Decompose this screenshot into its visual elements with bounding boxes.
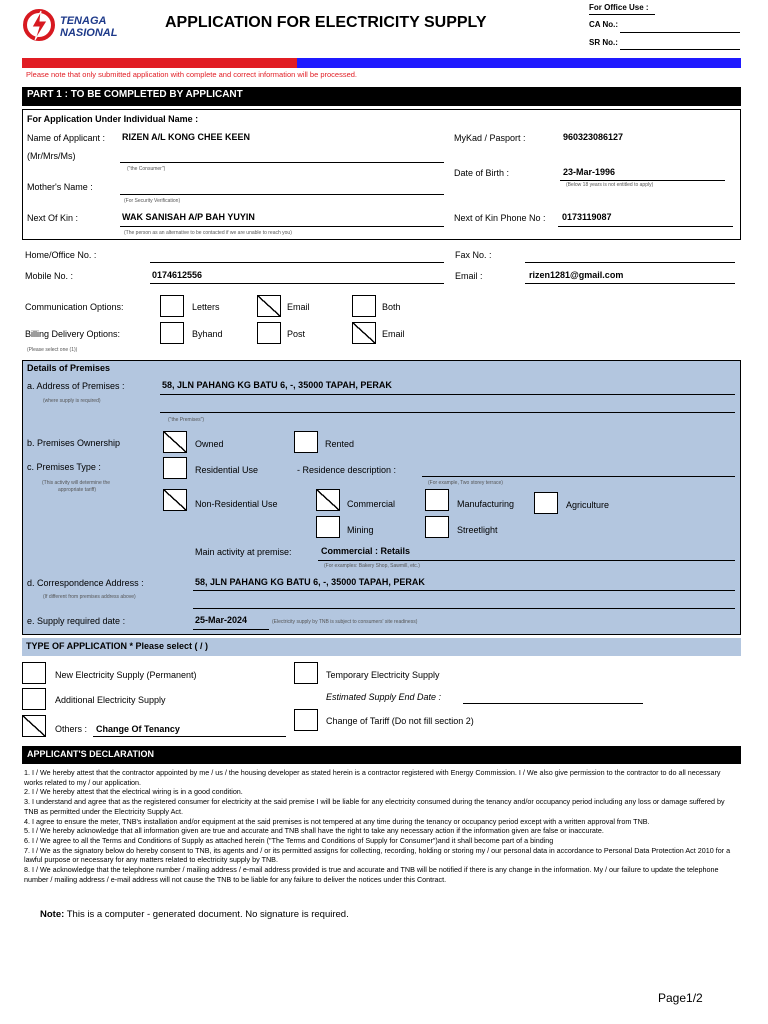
mother-label: Mother's Name : [27,182,93,192]
owned-label: Owned [195,439,224,449]
select-one-note: (Please select one (1)) [27,347,78,353]
billing-post-checkbox[interactable] [257,322,281,344]
premises-type-label: c. Premises Type : [27,462,101,472]
declaration-heading: APPLICANT'S DECLARATION [22,746,741,764]
billing-email-checkbox[interactable] [352,322,376,344]
premises-address-value: 58, JLN PAHANG KG BATU 6, -, 35000 TAPAH, PERAK [162,380,392,390]
consumer-note: ("the Consumer") [127,166,166,172]
red-stripe [22,58,297,68]
mykad-value: 960323086127 [563,132,624,142]
mobile-label: Mobile No. : [25,271,74,281]
computer-generated-note [40,909,349,920]
tariff-checkbox[interactable] [294,709,318,731]
rented-label: Rented [325,439,355,449]
correspondence-value: 58, JLN PAHANG KG BATU 6, -, 35000 TAPAH, PERAK [195,577,425,587]
name-label: Name of Applicant : [27,133,106,143]
ca-no-field[interactable] [620,32,740,33]
comm-options-label: Communication Options: [25,302,124,312]
tnb-logo [22,8,137,42]
notice-text: Please note that only submitted application with complete and correct information will be processed. [26,70,358,79]
temp-supply-label: Temporary Electricity Supply [326,670,440,680]
additional-supply-checkbox[interactable] [22,688,46,710]
declaration-item-1: 1. I / We hereby attest that the contractor appointed by me / us / the housing developer as stated herein is a contractor registered with Energy Commission. I / We also give permission to the contractor to do all necessary works related to my / our application. [24,768,721,787]
correspondence-note: (If different from premises address above) [43,594,136,600]
new-supply-label: New Electricity Supply (Permanent) [55,670,197,680]
declaration-item-6: 6. I / We agree to all the Terms and Conditions of Supply as attached herein ("The Terms and Conditions of Supply for Consumer")and it shall become part of a binding [24,835,554,845]
premises-type-note2: appropriate tariff) [58,487,96,493]
manufacturing-label: Manufacturing [457,499,515,509]
individual-heading: For Application Under Individual Name : [27,114,199,124]
mobile-field-line [150,283,444,284]
premises-address-line1 [160,394,735,395]
premises-note: ("the Premises") [168,417,205,423]
dob-note: (Below 18 years is not entitled to apply) [566,182,654,188]
residence-desc-line[interactable] [422,476,735,477]
dob-label: Date of Birth : [454,168,510,178]
residential-checkbox[interactable] [163,457,187,479]
declaration-item-7: 7. I / We as the signatory below do hereby consent to TNB, its agents and / or its permitted assigns for collecting, recording, holding or storing my / our personal data in accordance to Personal Data Protection Act 2010 for a lawful purpose or necessary for any matters related to electricity supply by TNB. [24,845,731,865]
manufacturing-checkbox[interactable] [425,489,449,511]
fax-label: Fax No. : [455,250,492,260]
home-label: Home/Office No. : [25,250,97,260]
declaration-item-3: 3. I understand and agree that as the registered consumer for electricity at the said premise I will be liable for any electricity consumed during the tenancy and/or occupancy period including any loss or damage suffered by TNB as permitted under the Electricity Supply Act. [24,797,725,816]
declaration-item-5: 5. I / We hereby acknowledge that all information given are true and accurate and TNB shall have the right to take any necessary action if the information given are false or inaccurate. [24,826,604,836]
mobile-value: 0174612556 [152,270,203,280]
residence-desc-label: - Residence description : [297,465,397,475]
dob-value: 23-Mar-1996 [563,167,616,177]
email-value: rizen1281@gmail.com [529,270,624,280]
page-title: APPLICATION FOR ELECTRICITY SUPPLY [165,14,487,31]
premises-address-note: (where supply is required) [43,398,101,404]
kin-phone-label: Next of Kin Phone No : [454,213,546,223]
residential-label: Residential Use [195,465,259,475]
residence-example: (For example, Two storey terrace) [428,480,503,486]
home-field-line[interactable] [150,262,444,263]
kin-value: WAK SANISAH A/P BAH YUYIN [122,212,255,222]
declaration-item-8: 8. I / We acknowledge that the telephone number / mailing address / e-mail address provided is true and accurate and TNB will be notified if there is any change in the information. My / our failure to update the telephone number / mailing address / e-mail address will not cause the TNB to be liable for any failure to deliver the notices under this Contract. [24,865,719,884]
streetlight-label: Streetlight [457,525,498,535]
kin-label: Next Of Kin : [27,213,79,223]
others-line [93,736,286,737]
streetlight-checkbox[interactable] [425,516,449,538]
note-label: Note: [40,909,65,920]
main-activity-line [318,560,735,561]
others-value: Change Of Tenancy [96,724,180,734]
main-activity-label: Main activity at premise: [195,547,292,557]
name-field-line [120,162,444,163]
main-activity-value: Commercial : Retails [321,546,411,556]
dob-field-line [560,180,725,181]
kin-phone-line [558,226,733,227]
application-type-heading: TYPE OF APPLICATION * Please select ( / ) [22,638,741,656]
non-residential-checkbox[interactable] [163,489,187,511]
non-residential-label: Non-Residential Use [195,499,278,509]
comm-letters-label: Letters [192,302,220,312]
supply-date-line [193,629,269,630]
sr-no-label: SR No.: [589,38,618,47]
owned-checkbox[interactable] [163,431,187,453]
billing-email-label: Email [382,329,405,339]
estimated-end-line[interactable] [463,703,643,704]
kin-phone-value: 0173119087 [562,212,612,222]
others-label: Others : [55,724,88,734]
tariff-label: Change of Tariff (Do not fill section 2) [326,716,474,726]
agriculture-checkbox[interactable] [534,492,558,514]
kin-field-line [120,226,444,227]
fax-field-line[interactable] [525,262,735,263]
supply-date-label: e. Supply required date : [27,616,126,626]
ca-no-label: CA No.: [589,20,619,29]
office-use-label: For Office Use : [589,3,649,12]
rented-checkbox[interactable] [294,431,318,453]
agriculture-label: Agriculture [566,500,610,510]
commercial-checkbox[interactable] [316,489,340,511]
ownership-label: b. Premises Ownership [27,438,121,448]
email-label: Email : [455,271,483,281]
activity-example: (For examples: Bakery Shop, Sawmill, etc.) [324,563,420,569]
blue-stripe [297,58,741,68]
comm-letters-checkbox[interactable] [160,295,184,317]
correspondence-line1 [193,590,735,591]
estimated-end-label: Estimated Supply End Date : [326,692,442,702]
kin-note: (The person as an alternative to be contacted if we are unable to reach you) [124,230,292,236]
declaration-item-4: 4. I agree to ensure the meter, TNB's installation and/or equipment at the said premises is not tempered at any time during the tenancy or occupancy period except with a written approval from TNB. [24,816,650,826]
page-number: Page1/2 [658,991,703,1005]
others-checkbox[interactable] [22,715,46,737]
name-value: RIZEN A/L KONG CHEE KEEN [122,132,251,142]
supply-date-value: 25-Mar-2024 [195,615,248,625]
new-supply-checkbox[interactable] [22,662,46,684]
email-field-line [525,283,735,284]
comm-both-checkbox[interactable] [352,295,376,317]
declaration-item-2: 2. I / We hereby attest that the electrical wiring is in a good condition. [24,787,243,797]
title-hint: (Mr/Mrs/Ms) [27,151,76,161]
mining-checkbox[interactable] [316,516,340,538]
security-note: (For Security Verification) [124,198,181,204]
additional-supply-label: Additional Electricity Supply [55,695,166,705]
declaration-list [24,768,740,884]
billing-byhand-checkbox[interactable] [160,322,184,344]
billing-byhand-label: Byhand [192,329,223,339]
premises-address-line2 [160,412,735,413]
brand-name-line1: TENAGA [60,15,107,27]
brand-name-line2: NASIONAL [60,27,118,39]
comm-email-checkbox[interactable] [257,295,281,317]
commercial-label: Commercial [347,499,396,509]
billing-options-label: Billing Delivery Options: [25,329,121,339]
sr-no-field[interactable] [620,49,740,50]
mykad-label: MyKad / Pasport : [454,133,526,143]
part1-heading: PART 1 : TO BE COMPLETED BY APPLICANT [22,87,741,106]
premises-address-label: a. Address of Premises : [27,381,125,391]
premises-type-note1: (This activity will determine the [42,480,111,486]
correspondence-line2 [193,608,735,609]
billing-post-label: Post [287,329,306,339]
comm-email-label: Email [287,302,310,312]
tnb-logo-icon [22,8,56,42]
note-text: This is a computer - generated document. No signature is required. [66,909,349,920]
supply-date-note: (Electricity supply by TNB is subject to consumers' site readiness) [272,619,418,625]
office-use-underline [589,14,655,15]
premises-heading: Details of Premises [27,363,111,373]
comm-both-label: Both [382,302,401,312]
correspondence-label: d. Correspondence Address : [27,578,144,588]
mother-field-line[interactable] [120,194,444,195]
mining-label: Mining [347,525,374,535]
temp-supply-checkbox[interactable] [294,662,318,684]
